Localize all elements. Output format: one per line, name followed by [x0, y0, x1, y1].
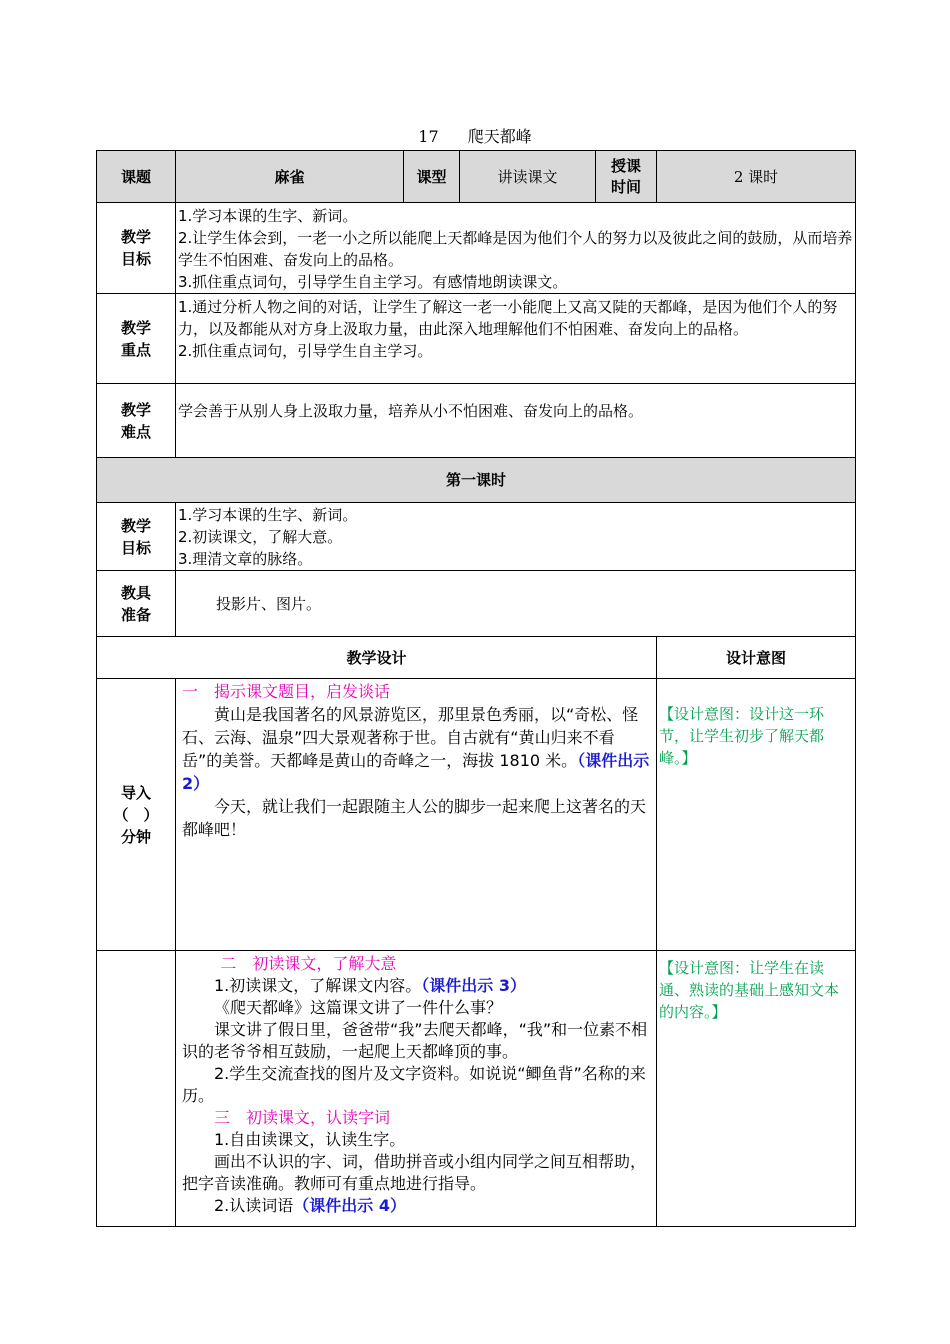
type-value: 讲读课文	[460, 151, 596, 203]
section2-item2: 2.学生交流查找的图片及文字资料。如说说“鲫鱼背”名称的来历。	[182, 1064, 646, 1105]
section2-content	[176, 951, 657, 1227]
lesson1-goals-content	[176, 503, 856, 571]
lesson1-goal-line: 3.理清文章的脉络。	[178, 550, 313, 568]
tools-label: 教具准备	[97, 571, 176, 637]
section3-item1: 1.自由读课文，认读生字。	[214, 1130, 406, 1149]
lesson1-goals-label: 教学目标	[97, 503, 176, 571]
key-points-content	[176, 294, 856, 384]
document-title	[0, 124, 950, 147]
intro-paragraph-1-text: 黄山是我国著名的风景游览区，那里景色秀丽，以“奇松、怪石、云海、温泉”四大景观著称于世。自古就有“黄山归来不看岳”的美誉。天都峰是黄山的奇峰之一，海拔 1810 米。	[182, 705, 639, 770]
goals-label: 教学目标	[97, 203, 176, 294]
section3-heading: 三 初读课文，认读字词	[214, 1108, 391, 1127]
intro-label-line3: 分钟	[120, 827, 151, 846]
section2-question: 《爬天都峰》这篇课文讲了一件什么事？	[214, 998, 503, 1017]
key-point-line: 2.抓住重点词句，引导学生自主学习。	[178, 342, 433, 360]
lesson1-goals-row	[97, 503, 856, 571]
intro-paragraph-1	[182, 703, 650, 795]
lesson1-title: 第一课时	[97, 458, 856, 503]
intro-heading: 一 揭示课文题目，启发谈话	[182, 682, 391, 701]
topic-value: 麻雀	[176, 151, 404, 203]
lesson1-goal-line: 1.学习本课的生字、新词。	[178, 506, 358, 524]
lesson-number: 17	[418, 127, 439, 146]
intro-paragraph-2: 今天，就让我们一起跟随主人公的脚步一起来爬上这著名的天都峰吧！	[182, 797, 647, 839]
section2-item1	[182, 975, 654, 997]
intro-content	[176, 679, 657, 951]
key-points-label: 教学重点	[97, 294, 176, 384]
section2-intent: 【设计意图：让学生在读通、熟读的基础上感知文本的内容。】	[657, 951, 856, 1227]
goals-row	[97, 203, 856, 294]
lesson1-banner-row	[97, 458, 856, 503]
section2-heading: 二 初读课文，了解大意	[220, 954, 397, 973]
key-points-row	[97, 294, 856, 384]
section3-item2-text: 2.认读词语	[214, 1196, 294, 1215]
design-header-row	[97, 637, 856, 679]
courseware-tag: （课件出示 2）	[182, 751, 650, 793]
courseware-tag: （课件出示 4）	[293, 1196, 406, 1215]
intro-row	[97, 679, 856, 951]
lesson1-goal-line: 2.初读课文，了解大意。	[178, 528, 343, 546]
difficulties-label: 教学难点	[97, 384, 176, 458]
intent-col-heading: 设计意图	[657, 637, 856, 679]
intro-label-line2: （ ）	[113, 805, 159, 824]
time-value: 2 课时	[657, 151, 856, 203]
design-col-heading: 教学设计	[97, 637, 657, 679]
intro-label	[97, 679, 176, 951]
header-row	[97, 151, 856, 203]
section3-item1b: 画出不认识的字、词，借助拼音或小组内同学之间互相帮助，把字音读准确。教师可有重点地进行指导。	[182, 1152, 647, 1193]
lesson1-tools-row	[97, 571, 856, 637]
lesson-title: 爬天都峰	[467, 127, 532, 146]
type-label: 课型	[404, 151, 460, 203]
goal-line: 3.抓住重点词句，引导学生自主学习。有感情地朗读课文。	[178, 273, 568, 291]
intro-label-line1: 导入	[120, 783, 151, 802]
lesson-plan-table	[96, 150, 856, 1227]
courseware-tag: （课件出示 3）	[421, 976, 526, 995]
key-point-line: 1.通过分析人物之间的对话，让学生了解这一老一小能爬上又高又陡的天都峰，是因为他们个人的努力，以及都能从对方身上汲取力量，由此深入地理解他们不怕困难、奋发向上的品格。	[178, 298, 838, 338]
tools-content: 投影片、图片。	[176, 571, 856, 637]
goal-line: 2.让学生体会到，一老一小之所以能爬上天都峰是因为他们个人的努力以及彼此之间的鼓励，从而培养学生不怕困难、奋发向上的品格。	[178, 229, 853, 269]
goal-line: 1.学习本课的生字、新词。	[178, 207, 358, 225]
difficulties-content: 学会善于从别人身上汲取力量，培养从小不怕困难、奋发向上的品格。	[176, 384, 856, 458]
goals-content	[176, 203, 856, 294]
time-label: 授课时间	[596, 151, 657, 203]
section2-row	[97, 951, 856, 1227]
intro-intent: 【设计意图：设计这一环节，让学生初步了解天都峰。】	[657, 679, 856, 951]
section2-answer: 课文讲了假日里，爸爸带“我”去爬天都峰，“我”和一位素不相识的老爷爷相互鼓励，一起爬上天都峰顶的事。	[182, 1020, 648, 1061]
section2-label	[97, 951, 176, 1227]
section2-item1-text: 1.初读课文，了解课文内容。	[214, 976, 422, 995]
difficulties-row	[97, 384, 856, 458]
section3-item2	[182, 1195, 654, 1217]
topic-label: 课题	[97, 151, 176, 203]
